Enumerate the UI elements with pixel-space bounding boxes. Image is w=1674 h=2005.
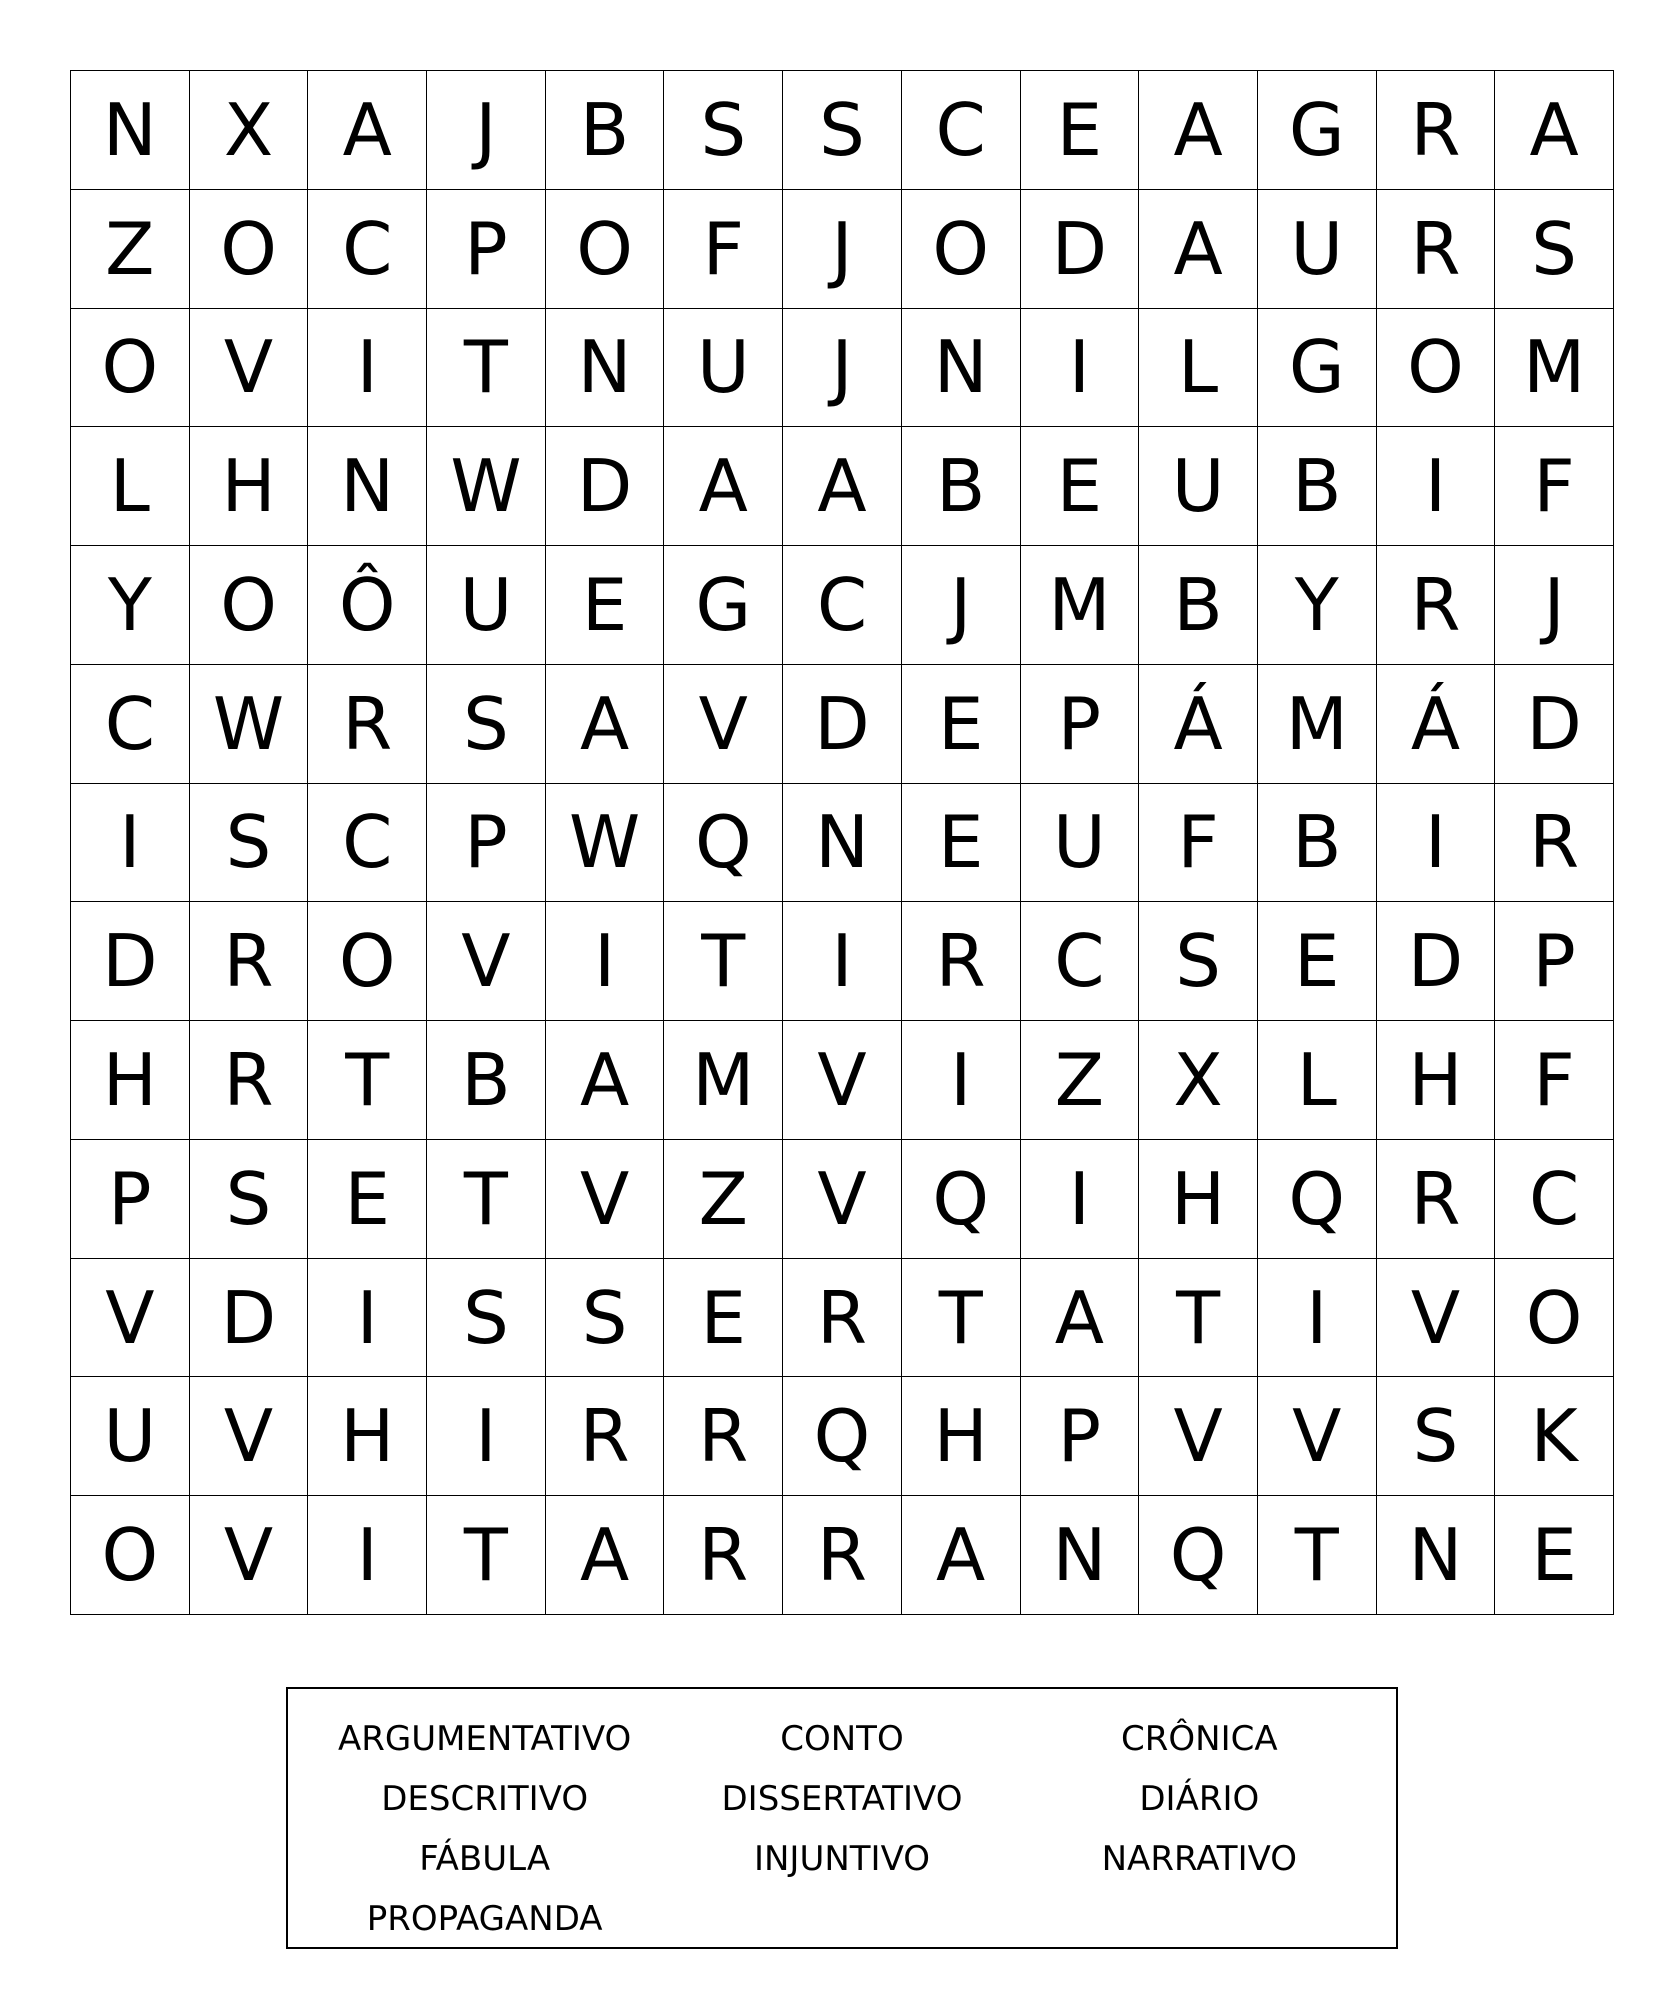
letter-cell[interactable]: U xyxy=(1021,784,1140,903)
letter-cell[interactable]: E xyxy=(1258,902,1377,1021)
letter-cell[interactable]: U xyxy=(427,546,546,665)
letter-cell[interactable]: E xyxy=(546,546,665,665)
letter-cell[interactable]: Q xyxy=(1139,1496,1258,1615)
letter-cell[interactable]: A xyxy=(1495,71,1614,190)
letter-cell[interactable]: V xyxy=(546,1140,665,1259)
letter-cell[interactable]: Y xyxy=(1258,546,1377,665)
letter-cell[interactable]: D xyxy=(546,427,665,546)
letter-cell[interactable]: H xyxy=(902,1377,1021,1496)
letter-cell[interactable]: T xyxy=(664,902,783,1021)
letter-cell[interactable]: R xyxy=(190,902,309,1021)
letter-cell[interactable]: R xyxy=(190,1021,309,1140)
letter-cell[interactable]: E xyxy=(664,1259,783,1378)
letter-cell[interactable]: Á xyxy=(1139,665,1258,784)
letter-cell[interactable]: P xyxy=(427,784,546,903)
letter-cell[interactable]: F xyxy=(1495,427,1614,546)
letter-cell[interactable]: I xyxy=(783,902,902,1021)
word-list-item: PROPAGANDA xyxy=(366,1899,603,1939)
letter-cell[interactable]: V xyxy=(190,309,309,428)
letter-cell[interactable]: B xyxy=(546,71,665,190)
word-list xyxy=(286,1687,1398,1949)
letter-cell[interactable]: L xyxy=(1139,309,1258,428)
letter-cell[interactable]: S xyxy=(1495,190,1614,309)
letter-cell[interactable]: Ô xyxy=(308,546,427,665)
letter-cell[interactable]: H xyxy=(71,1021,190,1140)
letter-cell[interactable]: D xyxy=(1377,902,1496,1021)
letter-cell[interactable]: T xyxy=(427,1496,546,1615)
letter-cell[interactable]: I xyxy=(1377,427,1496,546)
letter-cell[interactable]: I xyxy=(427,1377,546,1496)
letter-cell[interactable]: A xyxy=(1139,71,1258,190)
letter-cell[interactable]: E xyxy=(1495,1496,1614,1615)
letter-cell[interactable]: I xyxy=(546,902,665,1021)
letter-cell[interactable]: L xyxy=(71,427,190,546)
letter-cell[interactable]: X xyxy=(1139,1021,1258,1140)
letter-cell[interactable]: A xyxy=(1021,1259,1140,1378)
letter-cell[interactable]: U xyxy=(71,1377,190,1496)
letter-cell[interactable]: E xyxy=(1021,427,1140,546)
letter-cell[interactable]: I xyxy=(308,1259,427,1378)
letter-cell[interactable]: E xyxy=(1021,71,1140,190)
letter-cell[interactable]: I xyxy=(1021,1140,1140,1259)
letter-cell[interactable]: J xyxy=(427,71,546,190)
letter-cell[interactable]: P xyxy=(1495,902,1614,1021)
letter-cell[interactable]: U xyxy=(1139,427,1258,546)
letter-cell[interactable]: I xyxy=(1258,1259,1377,1378)
letter-cell[interactable]: Z xyxy=(1021,1021,1140,1140)
letter-cell[interactable]: F xyxy=(1139,784,1258,903)
letter-cell[interactable]: A xyxy=(546,1496,665,1615)
word-list-item: DIÁRIO xyxy=(1139,1779,1260,1819)
word-list-item: DESCRITIVO xyxy=(381,1779,589,1819)
letter-cell[interactable]: V xyxy=(664,665,783,784)
letter-cell[interactable]: T xyxy=(902,1259,1021,1378)
letter-cell[interactable]: S xyxy=(190,1140,309,1259)
letter-cell[interactable]: H xyxy=(308,1377,427,1496)
letter-cell[interactable]: D xyxy=(1021,190,1140,309)
letter-cell[interactable]: M xyxy=(1258,665,1377,784)
letter-cell[interactable]: M xyxy=(1021,546,1140,665)
letter-cell[interactable]: T xyxy=(308,1021,427,1140)
letter-cell[interactable]: R xyxy=(308,665,427,784)
letter-cell[interactable]: R xyxy=(546,1377,665,1496)
letter-cell[interactable]: H xyxy=(190,427,309,546)
letter-cell[interactable]: D xyxy=(783,665,902,784)
letter-cell[interactable]: C xyxy=(1495,1140,1614,1259)
letter-cell[interactable]: R xyxy=(1495,784,1614,903)
letter-cell[interactable]: S xyxy=(664,71,783,190)
letter-cell[interactable]: V xyxy=(71,1259,190,1378)
letter-cell[interactable]: K xyxy=(1495,1377,1614,1496)
letter-cell[interactable]: A xyxy=(546,1021,665,1140)
letter-cell[interactable]: T xyxy=(427,1140,546,1259)
letter-cell[interactable]: A xyxy=(902,1496,1021,1615)
letter-cell[interactable]: E xyxy=(902,665,1021,784)
letter-cell[interactable]: J xyxy=(902,546,1021,665)
letter-cell[interactable]: A xyxy=(783,427,902,546)
letter-cell[interactable]: A xyxy=(664,427,783,546)
letter-cell[interactable]: V xyxy=(190,1377,309,1496)
letter-cell[interactable]: B xyxy=(902,427,1021,546)
word-list-item: INJUNTIVO xyxy=(753,1839,930,1879)
letter-cell[interactable]: E xyxy=(308,1140,427,1259)
letter-cell[interactable]: G xyxy=(664,546,783,665)
letter-cell[interactable]: R xyxy=(1377,1140,1496,1259)
letter-cell[interactable]: O xyxy=(902,190,1021,309)
letter-cell[interactable]: W xyxy=(190,665,309,784)
letter-cell[interactable]: J xyxy=(783,309,902,428)
letter-cell[interactable]: H xyxy=(1139,1140,1258,1259)
letter-cell[interactable]: V xyxy=(1258,1377,1377,1496)
letter-cell[interactable]: T xyxy=(427,309,546,428)
letter-cell[interactable]: S xyxy=(1139,902,1258,1021)
letter-cell[interactable]: A xyxy=(308,71,427,190)
letter-cell[interactable]: S xyxy=(190,784,309,903)
letter-cell[interactable]: R xyxy=(664,1496,783,1615)
word-list-item: CRÔNICA xyxy=(1121,1719,1278,1759)
letter-cell[interactable]: R xyxy=(902,902,1021,1021)
letter-cell[interactable]: Z xyxy=(664,1140,783,1259)
letter-cell[interactable]: X xyxy=(190,71,309,190)
letter-cell[interactable]: O xyxy=(71,309,190,428)
letter-cell[interactable]: R xyxy=(664,1377,783,1496)
letter-cell[interactable]: G xyxy=(1258,309,1377,428)
letter-cell[interactable]: Á xyxy=(1377,665,1496,784)
letter-cell[interactable]: P xyxy=(427,190,546,309)
letter-cell[interactable]: P xyxy=(1021,665,1140,784)
letter-cell[interactable]: N xyxy=(1377,1496,1496,1615)
word-list-item: FÁBULA xyxy=(419,1839,551,1879)
letter-cell[interactable]: F xyxy=(1495,1021,1614,1140)
letter-cell[interactable]: N xyxy=(783,784,902,903)
letter-cell[interactable]: M xyxy=(664,1021,783,1140)
letter-cell[interactable]: D xyxy=(190,1259,309,1378)
letter-cell[interactable]: R xyxy=(783,1496,902,1615)
letter-cell[interactable]: V xyxy=(190,1496,309,1615)
letter-cell[interactable]: B xyxy=(1258,784,1377,903)
letter-cell[interactable]: S xyxy=(1377,1377,1496,1496)
letter-grid xyxy=(70,70,1614,1615)
letter-cell[interactable]: R xyxy=(1377,71,1496,190)
letter-cell[interactable]: V xyxy=(427,902,546,1021)
letter-cell[interactable]: Q xyxy=(902,1140,1021,1259)
letter-cell[interactable]: R xyxy=(1377,190,1496,309)
letter-cell[interactable]: V xyxy=(1139,1377,1258,1496)
letter-cell[interactable]: A xyxy=(1139,190,1258,309)
letter-cell[interactable]: R xyxy=(1377,546,1496,665)
letter-cell[interactable]: F xyxy=(664,190,783,309)
letter-cell[interactable]: P xyxy=(71,1140,190,1259)
letter-cell[interactable]: D xyxy=(71,902,190,1021)
letter-cell[interactable]: C xyxy=(1021,902,1140,1021)
letter-cell[interactable]: O xyxy=(308,902,427,1021)
letter-cell[interactable]: B xyxy=(1258,427,1377,546)
letter-cell[interactable]: I xyxy=(902,1021,1021,1140)
letter-cell[interactable]: P xyxy=(1021,1377,1140,1496)
letter-cell[interactable]: C xyxy=(71,665,190,784)
letter-cell[interactable]: E xyxy=(902,784,1021,903)
letter-cell[interactable]: S xyxy=(546,1259,665,1378)
letter-cell[interactable]: S xyxy=(427,1259,546,1378)
word-list-item: CONTO xyxy=(780,1719,904,1759)
letter-cell[interactable]: U xyxy=(664,309,783,428)
letter-cell[interactable]: O xyxy=(546,190,665,309)
letter-cell[interactable]: Y xyxy=(71,546,190,665)
letter-cell[interactable]: T xyxy=(1258,1496,1377,1615)
word-list-item: ARGUMENTATIVO xyxy=(337,1719,632,1759)
letter-cell[interactable]: L xyxy=(1258,1021,1377,1140)
letter-cell[interactable]: N xyxy=(902,309,1021,428)
letter-cell[interactable]: S xyxy=(427,665,546,784)
letter-cell[interactable]: Z xyxy=(71,190,190,309)
letter-cell[interactable]: I xyxy=(308,309,427,428)
letter-cell[interactable]: H xyxy=(1377,1021,1496,1140)
letter-cell[interactable]: I xyxy=(71,784,190,903)
letter-cell[interactable]: J xyxy=(783,190,902,309)
letter-cell[interactable]: B xyxy=(1139,546,1258,665)
letter-cell[interactable]: G xyxy=(1258,71,1377,190)
letter-cell[interactable]: I xyxy=(308,1496,427,1615)
letter-cell[interactable]: I xyxy=(1377,784,1496,903)
letter-cell[interactable]: M xyxy=(1495,309,1614,428)
letter-cell[interactable]: N xyxy=(71,71,190,190)
letter-cell[interactable]: W xyxy=(427,427,546,546)
letter-cell[interactable]: J xyxy=(1495,546,1614,665)
letter-cell[interactable]: Q xyxy=(783,1377,902,1496)
letter-cell[interactable]: Q xyxy=(1258,1140,1377,1259)
letter-cell[interactable]: T xyxy=(1139,1259,1258,1378)
letter-cell[interactable]: R xyxy=(783,1259,902,1378)
letter-cell[interactable]: D xyxy=(1495,665,1614,784)
letter-cell[interactable]: V xyxy=(783,1021,902,1140)
letter-cell[interactable]: S xyxy=(783,71,902,190)
letter-cell[interactable]: C xyxy=(308,784,427,903)
letter-cell[interactable]: O xyxy=(71,1496,190,1615)
word-list-item: NARRATIVO xyxy=(1101,1839,1298,1879)
letter-cell[interactable]: U xyxy=(1258,190,1377,309)
letter-cell[interactable]: C xyxy=(783,546,902,665)
letter-cell[interactable]: V xyxy=(783,1140,902,1259)
letter-cell[interactable]: W xyxy=(546,784,665,903)
letter-cell[interactable]: I xyxy=(1021,309,1140,428)
letter-cell[interactable]: V xyxy=(1377,1259,1496,1378)
letter-cell[interactable]: N xyxy=(1021,1496,1140,1615)
letter-cell[interactable]: O xyxy=(190,190,309,309)
letter-cell[interactable]: N xyxy=(546,309,665,428)
letter-cell[interactable]: C xyxy=(902,71,1021,190)
letter-cell[interactable]: A xyxy=(546,665,665,784)
word-list-item: DISSERTATIVO xyxy=(721,1779,963,1819)
letter-cell[interactable]: O xyxy=(190,546,309,665)
letter-cell[interactable]: O xyxy=(1495,1259,1614,1378)
letter-cell[interactable]: O xyxy=(1377,309,1496,428)
letter-cell[interactable]: Q xyxy=(664,784,783,903)
letter-cell[interactable]: C xyxy=(308,190,427,309)
letter-cell[interactable]: B xyxy=(427,1021,546,1140)
letter-cell[interactable]: N xyxy=(308,427,427,546)
